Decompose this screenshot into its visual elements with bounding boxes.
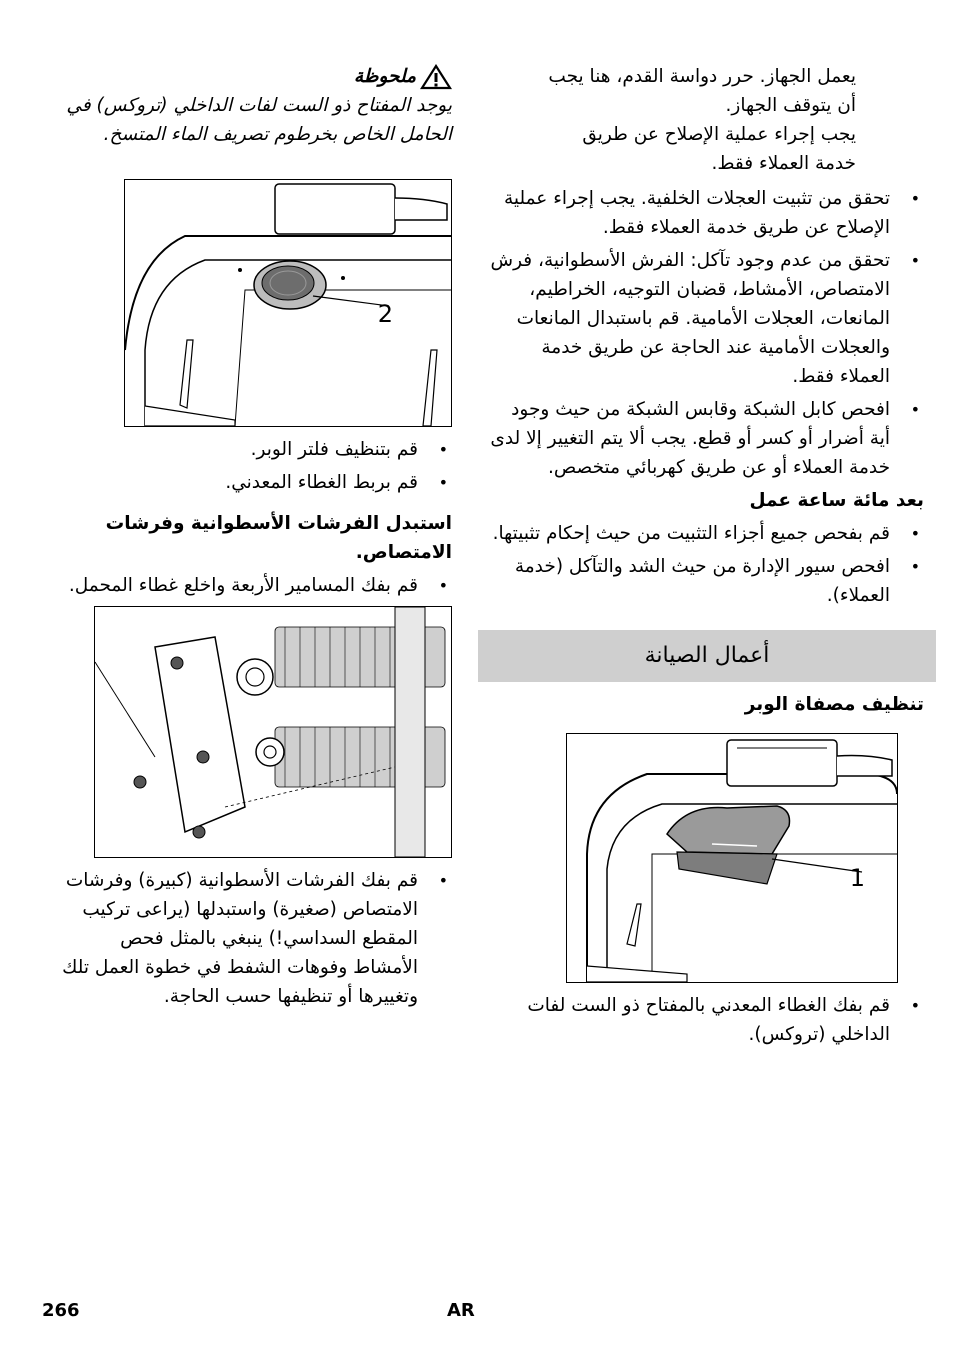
list-item: • قم بتنظيف فلتر الوبر. [60,435,452,464]
heading-lint-filter: تنظيف مصفاة الوبر [744,694,924,715]
bullet-icon: • [910,189,920,208]
intro-line: يعمل الجهاز. حرر دواسة القدم، هنا يجب [548,66,856,87]
list-item: • افحص كابل الشبكة وقابس الشبكة من حيث وجود أية أضرار أو كسر أو قطع. يجب ألا يتم التغيير إلا لدى خدمة العملاء أو عن طريق كهربائي متخصص. [490,395,924,482]
figure-brushes [34,606,452,858]
intro-paragraph [490,62,856,178]
list-item: • قم بربط الغطاء المعدني. [60,468,452,497]
list-item: • تحقق من عدم وجود تآكل: الفرش الأسطوانية، فرش الامتصاص، الأمشاط، قضبان التوجيه، الخراطيم، المانعات، العجلات الأمامية. قم باستبدال المانعات والعجلات الأمامية عند الحاجة عن طريق خدمة العملاء فقط. [490,246,924,391]
inspection-list [490,184,924,482]
list-item: • افحص سيور الإدارة من حيث الشد والتآكل (خدمة العملاء). [490,552,924,610]
right-column [490,62,924,1053]
language-code: AR [447,1300,475,1321]
warning-icon [420,64,452,90]
bearing-cover-list [60,571,452,600]
bullet-icon: • [438,576,448,595]
filter-detail-illustration [124,179,452,427]
note-text: يوجد المفتاح ذو الست لفات الداخلي (تروكس) في الحامل الخاص بخرطوم تصريف الماء المتسخ. [66,95,452,145]
hundred-hours-list [490,519,924,610]
figure-label: 2 [377,300,393,328]
list-item: • قم بفحص جميع أجزاء التثبيت من حيث إحكام تثبيتها. [490,519,924,548]
intro-line: يجب إجراء عملية الإصلاح عن طريق [582,124,856,145]
figure-label: 1 [849,864,865,892]
lint-filter-illustration [566,733,898,983]
bullet-icon: • [910,557,920,576]
list-item: • تحقق من تثبيت العجلات الخلفية. يجب إجراء عملية الإصلاح عن طريق خدمة العملاء فقط. [490,184,924,242]
section-title-maintenance: أعمال الصيانة [478,630,936,682]
bullet-icon: • [910,400,920,419]
figure-filter-detail [32,179,452,427]
brush-replacement-list [60,866,452,1011]
bullet-icon: • [438,473,448,492]
intro-line: أن يتوقف الجهاز. [725,95,856,116]
list-item: • قم بفك الفرشات الأسطوانية (كبيرة) وفرشات الامتصاص (صغيرة) واستبدلها (يراعى تركيب المقطع السداسي!) ينبغي بالمثل فحص الأمشاط وفوهات الشفط في خطوة العمل تلك وتغييرها أو تنظيفها حسب الحاجة. [60,866,452,1011]
bullet-icon: • [438,440,448,459]
bullet-icon: • [910,996,920,1015]
page-number: 266 [42,1300,80,1321]
bullet-icon: • [910,524,920,543]
bullet-icon: • [438,871,448,890]
note-header [60,62,452,91]
intro-line: خدمة العملاء فقط. [711,153,856,174]
list-item: • قم بفك المسامير الأربعة واخلع غطاء المحمل. [60,571,452,600]
figure-lint-filter [558,733,898,983]
heading-100-hours: بعد مائة ساعة عمل [749,490,924,511]
filter-steps-list [60,435,452,497]
bullet-icon: • [910,251,920,270]
cover-removal-list [490,991,924,1049]
heading-replace-brushes: استبدل الفرشات الأسطوانية وفرشات الامتصاص. [105,513,452,563]
list-item: • قم بفك الغطاء المعدني بالمفتاح ذو الست لفات الداخلي (تروكس). [490,991,924,1049]
note-title: ملحوظة [353,66,416,87]
brushes-illustration [94,606,452,858]
left-column [60,62,452,1015]
